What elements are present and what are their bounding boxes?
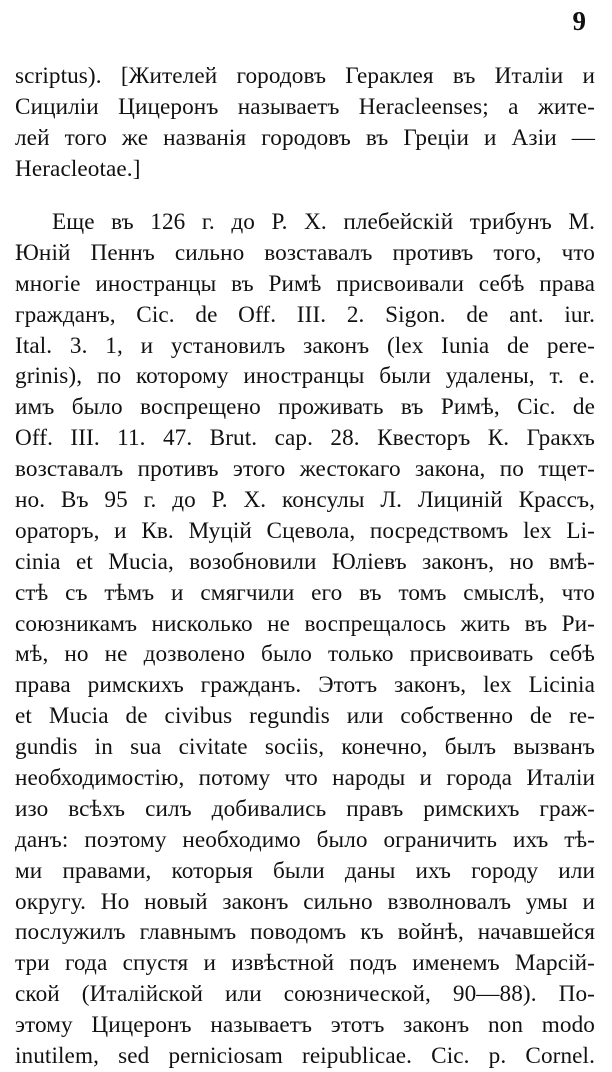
text-line: ми правами, которыя были даны ихъ городу или: [15, 857, 595, 884]
text-line: возставалъ противъ этого жестокаго закона, по тщет-: [15, 456, 595, 483]
text-line: необходимостію, потому что народы и города Италіи: [15, 765, 595, 792]
text-line: этому Цицеронъ называетъ этотъ законъ non modo: [15, 1012, 595, 1039]
page-number: 9: [572, 6, 586, 36]
text-line: союзникамъ нисколько не воспрещалось жить въ Ри-: [15, 610, 595, 637]
text-line: et Mucia de civibus regundis или собственно de re-: [15, 703, 595, 730]
text-line: стѣ съ тѣмъ и смягчили его въ томъ смыслѣ, что: [15, 579, 595, 606]
text-line: Off. III. 11. 47. Brut. cap. 28. Квесторъ К. Гракхъ: [15, 425, 595, 452]
text-line: Ital. 3. 1, и установилъ законъ (lex Iunia de pere-: [15, 332, 595, 359]
text-line: гражданъ, Cic. de Off. III. 2. Sigon. de ant. iur.: [15, 301, 595, 328]
text-line: inutilem, sed perniciosam reipublicae. Cic. p. Cornel.: [15, 1043, 595, 1070]
text-line: многіе иностранцы въ Римѣ присвоивали себѣ права: [15, 270, 595, 297]
text-line: ской (Италійской или союзнической, 90—88). По-: [15, 981, 595, 1008]
text-line: права римскихъ гражданъ. Этотъ законъ, lex Licinia: [15, 672, 595, 699]
text-line: Еще въ 126 г. до Р. Х. плебейскій трибунъ М.: [52, 209, 595, 235]
text-line: ораторъ, и Кв. Муцій Сцевола, посредствомъ lex Li-: [15, 517, 595, 544]
text-line: изо всѣхъ силъ добивались правъ римскихъ граж-: [15, 795, 595, 822]
text-line: но. Въ 95 г. до Р. Х. консулы Л. Лициній Крассъ,: [15, 487, 595, 514]
text-line: grinis), по которому иностранцы были удалены, т. е.: [15, 363, 595, 390]
text-line: имъ было воспрещено проживать въ Римѣ, Cic. de: [15, 394, 595, 421]
text-line: gundis in sua civitate sociis, конечно, былъ вызванъ: [15, 734, 595, 761]
text-line: три года спустя и извѣстной подъ именемъ Марсій-: [15, 950, 595, 977]
text-line: лей того же названія городовъ въ Греціи и Азіи —: [15, 124, 595, 151]
text-line: cinia et Mucia, возобновили Юліевъ законъ, но вмѣ-: [15, 548, 595, 575]
text-line: послужилъ главнымъ поводомъ къ войнѣ, начавшейся: [15, 919, 595, 946]
text-line: scriptus). [Жителей городовъ Гераклея въ Италіи и: [15, 63, 595, 89]
text-line: округу. Но новый законъ сильно взволновалъ умы и: [15, 888, 595, 915]
paragraph-1: [15, 61, 595, 185]
text-line: мѣ, но не дозволено было только присвоивать себѣ: [15, 641, 595, 668]
text-line: Сициліи Цицеронъ называетъ Heracleenses; а жите-: [15, 93, 595, 120]
text-line: Heracleotae.]: [15, 155, 141, 182]
text-line: данъ: поэтому необходимо было ограничить ихъ тѣ-: [15, 826, 595, 853]
paragraph-2: [15, 207, 595, 1072]
text-line: Юній Пеннъ сильно возставалъ противъ того, что: [15, 239, 595, 266]
